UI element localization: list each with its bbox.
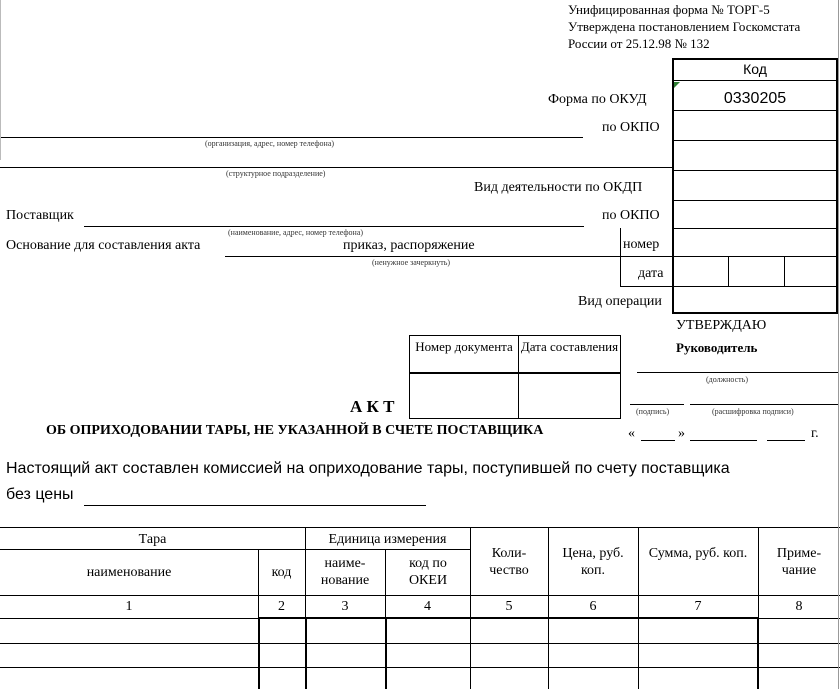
act-body-line2: без цены [6, 486, 74, 503]
table-border [757, 618, 759, 689]
approve-head: Руководитель [676, 340, 758, 355]
th-code: код [271, 565, 292, 580]
table-border [0, 549, 470, 550]
strike-caption: (ненужное зачеркнуть) [372, 258, 451, 267]
data-label: дата [638, 266, 664, 281]
year-line [767, 440, 805, 441]
divider [620, 228, 621, 286]
year-suffix: г. [811, 426, 819, 441]
okud-code-value[interactable]: 0330205 [723, 90, 787, 107]
th-price: Цена, руб. коп. [562, 546, 624, 578]
okdp-label: Вид деятельности по ОКДП [474, 180, 643, 195]
divider [620, 256, 838, 257]
okud-label: Форма по ОКУД [548, 92, 647, 107]
codes-title: Код [743, 61, 767, 77]
org-line [0, 137, 583, 138]
comment-marker-icon [674, 82, 680, 88]
act-subtitle: ОБ ОПРИХОДОВАНИИ ТАРЫ, НЕ УКАЗАННОЙ В СЧЕТЕ ПОСТАВЩИКА [46, 423, 544, 438]
divider [672, 80, 838, 81]
table-border [0, 667, 840, 668]
divider [672, 110, 838, 111]
col-num: 8 [795, 599, 803, 614]
operation-label: Вид операции [578, 294, 662, 309]
th-unit-code: код по ОКЕИ [408, 556, 448, 588]
col-num: 2 [278, 599, 285, 614]
signature-line [630, 404, 684, 405]
approve-title: УТВЕРЖДАЮ [676, 318, 766, 333]
th-sum: Сумма, руб. коп. [648, 546, 748, 561]
position-caption: (должность) [706, 375, 748, 384]
quote-close: » [678, 426, 685, 441]
division-line [0, 167, 672, 168]
approval-line: Утверждена постановлением Госкомстата [568, 19, 801, 34]
supplier-label: Поставщик [6, 208, 74, 223]
nomer-label: номер [623, 237, 660, 252]
table-border [305, 618, 307, 689]
position-line [637, 372, 838, 373]
th-unit-name: наиме-нование [320, 556, 370, 588]
doc-number-header: Номер документа [415, 339, 513, 354]
basis-value: приказ, распоряжение [343, 238, 475, 253]
quote-open: « [628, 426, 635, 441]
act-body-line1: Настоящий акт составлен комиссией на оприходование тары, поступившей по счету поставщика [6, 460, 730, 477]
org-caption: (организация, адрес, номер телефона) [205, 139, 335, 148]
table-border [385, 618, 387, 689]
table-border [0, 595, 840, 596]
divider [672, 200, 838, 201]
divider [672, 140, 838, 141]
decoding-caption: (расшифровка подписи) [712, 407, 794, 416]
act-title: А К Т [350, 397, 395, 416]
day-line [641, 440, 675, 441]
divider [409, 372, 621, 374]
supplier-caption: (наименование, адрес, номер телефона) [228, 228, 364, 237]
col-num: 3 [341, 599, 349, 614]
supplier-line [84, 226, 584, 227]
th-qty: Коли-чество [489, 546, 529, 578]
divider [728, 256, 729, 286]
col-num: 6 [589, 599, 597, 614]
col-num: 1 [125, 599, 133, 614]
table-border [258, 617, 758, 619]
col-num: 7 [694, 599, 702, 614]
th-note: Приме-чание [776, 546, 822, 578]
signature-caption: (подпись) [636, 407, 670, 416]
basis-label: Основание для составления акта [6, 238, 201, 253]
table-border [258, 618, 260, 689]
col-num: 4 [424, 599, 431, 614]
th-tara: Тара [138, 532, 167, 547]
month-line [690, 440, 757, 441]
table-border [0, 527, 840, 528]
th-unit: Единица измерения [328, 532, 447, 547]
col-num: 5 [505, 599, 513, 614]
divider [672, 228, 838, 229]
no-price-line [84, 505, 426, 506]
okpo2-label: по ОКПО [602, 208, 660, 223]
th-name: наименование [86, 565, 172, 580]
okpo-label: по ОКПО [602, 120, 660, 135]
doc-date-header: Дата составления [520, 339, 619, 354]
table-border [0, 643, 840, 644]
approval-date: России от 25.12.98 № 132 [568, 36, 710, 51]
division-caption: (структурное подразделение) [226, 169, 326, 178]
basis-line [225, 256, 620, 257]
page-edge [838, 0, 839, 689]
divider [620, 286, 838, 287]
decoding-line [690, 404, 838, 405]
divider [672, 170, 838, 171]
form-number: Унифицированная форма № ТОРГ-5 [568, 2, 770, 17]
divider [784, 256, 785, 286]
page-edge [0, 0, 1, 160]
